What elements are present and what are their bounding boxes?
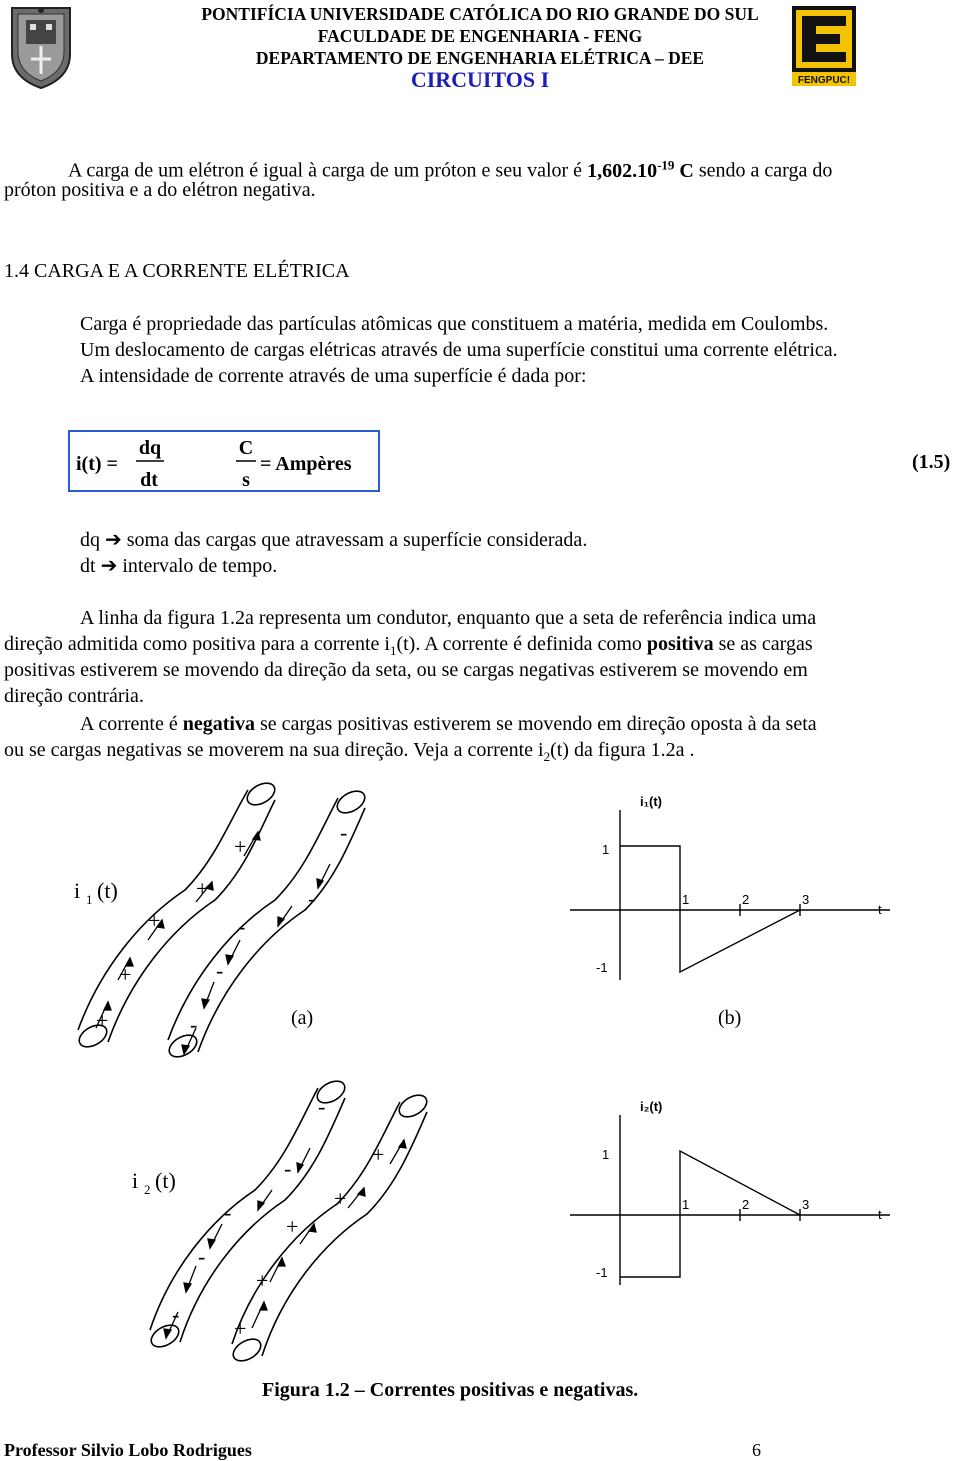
para-1-line-3: positivas estiverem se movendo da direção da seta, ou se cargas negativas estiverem se movendo em — [4, 659, 808, 681]
equation-numerator: dq — [138, 437, 162, 459]
dt-symbol: dt — [80, 555, 96, 577]
department-name: DEPARTAMENTO DE ENGENHARIA ELÉTRICA – DEE — [255, 48, 705, 68]
positive-charge-sign: + — [256, 1268, 269, 1293]
current-label-t: (t) — [155, 1168, 176, 1193]
para-text: A corrente é — [80, 713, 183, 735]
positive-charge-sign: + — [234, 1316, 247, 1341]
negative-term: negativa — [182, 713, 255, 735]
plot-i2-x-tick-1: 1 — [682, 1197, 690, 1212]
para-text: ou se cargas negativas se moverem na sua direção. Veja a corrente i — [4, 739, 544, 761]
equation-lhs: i(t) = — [76, 453, 118, 475]
para-2-line-1 — [80, 711, 817, 737]
intro-text-end: sendo a carga do — [693, 159, 833, 182]
equation-rhs: = Ampères — [260, 453, 352, 475]
current-label-sub-2: 2 — [144, 1182, 151, 1197]
plot-i2-y-tick-m1: -1 — [596, 1265, 608, 1280]
plot-i1-x-tick-3: 3 — [802, 892, 810, 907]
figure-caption: Figura 1.2 – Correntes positivas e negativas. — [262, 1379, 639, 1401]
conductor-2 — [168, 798, 365, 1052]
negative-charge-sign: - — [340, 820, 348, 845]
plot-i1 — [560, 790, 900, 990]
faculty-name: FACULDADE DE ENGENHARIA - FENG — [317, 26, 643, 46]
para-text: (t) da figura 1.2a . — [550, 739, 695, 761]
plot-i2-waveform — [620, 1151, 800, 1277]
positive-charge-sign: + — [286, 1214, 299, 1239]
positive-charge-sign: + — [148, 908, 161, 933]
negative-charge-sign: - — [318, 1094, 326, 1119]
negative-charge-sign: - — [198, 1244, 206, 1269]
negative-charge-sign: - — [308, 886, 316, 911]
para-text: (t). A corrente é definida como — [396, 633, 647, 655]
electron-charge-exponent: -19 — [657, 157, 675, 172]
para-text: direção admitida como positiva para a corrente i — [4, 633, 390, 655]
plot-i2-axis-t: t — [878, 1207, 882, 1222]
plot-i2-y-tick-1: 1 — [602, 1147, 610, 1162]
plot-i1-title: i₁(t) — [640, 794, 662, 809]
unit-numerator: C — [238, 437, 254, 459]
intro-text: A carga de um elétron é igual à carga de um próton e seu valor é — [68, 159, 588, 182]
section-line-1: Carga é propriedade das partículas atômicas que constituem a matéria, medida em Coulombs. — [80, 313, 829, 335]
conductor-4 — [232, 1102, 427, 1356]
para-text: se as cargas — [713, 633, 813, 655]
positive-term: positiva — [646, 633, 714, 655]
current-label-i2: i — [132, 1168, 139, 1193]
plot-i1-y-tick-1: 1 — [602, 842, 610, 857]
para-1-line-4: direção contrária. — [4, 685, 144, 707]
subscript: 1 — [389, 643, 397, 658]
equation-number: (1.5) — [912, 451, 951, 473]
plot-i2-x-tick-2: 2 — [742, 1197, 750, 1212]
unit-denominator: s — [242, 469, 250, 491]
plot-i1-waveform — [620, 846, 800, 972]
dq-symbol: dq — [80, 529, 100, 551]
footer-author: Professor Silvio Lobo Rodrigues — [4, 1440, 252, 1460]
positive-charge-sign: + — [96, 1008, 109, 1033]
positive-charge-sign: + — [334, 1186, 347, 1211]
para-2-line-2 — [4, 737, 694, 770]
caption-b: (b) — [718, 1007, 742, 1029]
section-heading: 1.4 CARGA E A CORRENTE ELÉTRICA — [4, 260, 350, 282]
plot-i2-x-tick-3: 3 — [802, 1197, 810, 1212]
fengpuc-logo — [792, 6, 856, 86]
fengpuc-logo-text: FENGPUC! — [797, 75, 851, 86]
equation-denominator: dt — [140, 469, 158, 491]
plot-i1-x-tick-1: 1 — [682, 892, 690, 907]
right-arrow-icon: ➔ — [100, 553, 118, 577]
plot-i2 — [560, 1095, 900, 1295]
current-label-t: (t) — [97, 878, 118, 903]
electron-charge-unit: C — [674, 159, 694, 182]
dq-definition: soma das cargas que atravessam a superfície considerada. — [126, 529, 588, 551]
negative-charge-sign: - — [284, 1156, 292, 1181]
positive-charge-sign: + — [119, 962, 132, 987]
electron-charge-value: 1,602.10 — [587, 159, 658, 182]
negative-charge-sign: - — [216, 958, 224, 983]
right-arrow-icon: ➔ — [105, 527, 122, 551]
negative-charge-sign: - — [172, 1302, 180, 1327]
negative-charge-sign: - — [224, 1200, 232, 1225]
positive-charge-sign: + — [196, 876, 209, 901]
dt-definition: intervalo de tempo. — [122, 555, 278, 577]
subscript: 2 — [543, 749, 551, 764]
negative-charge-sign: - — [238, 914, 246, 939]
positive-charge-sign: + — [372, 1142, 385, 1167]
caption-a: (a) — [291, 1007, 314, 1029]
para-1-line-1: A linha da figura 1.2a representa um condutor, enquanto que a seta de referência indica uma — [80, 607, 817, 629]
course-title: CIRCUITOS I — [410, 67, 550, 92]
section-line-3: A intensidade de corrente através de uma superfície é dada por: — [80, 365, 587, 387]
positive-charge-sign: + — [234, 834, 247, 859]
university-name: PONTIFÍCIA UNIVERSIDADE CATÓLICA DO RIO GRANDE DO SUL — [201, 4, 759, 24]
definition-dq — [80, 526, 587, 553]
plot-i1-axis-t: t — [878, 902, 882, 917]
current-label-i1: i — [74, 878, 81, 903]
footer-page-number: 6 — [752, 1440, 761, 1460]
intro-line-2: próton positiva e a do elétron negativa. — [4, 179, 316, 201]
negative-charge-sign: - — [190, 1012, 198, 1037]
plot-i1-y-tick-m1: -1 — [596, 960, 608, 975]
current-label-sub-1: 1 — [86, 892, 93, 907]
plot-i1-x-tick-2: 2 — [742, 892, 750, 907]
plot-i2-title: i₂(t) — [640, 1099, 663, 1114]
definition-dt — [80, 552, 277, 579]
section-line-2: Um deslocamento de cargas elétricas através de uma superfície constitui uma corrente elétrica. — [80, 339, 838, 361]
current-equation — [68, 430, 380, 492]
para-text: se cargas positivas estiverem se movendo em direção oposta à da seta — [254, 713, 817, 735]
